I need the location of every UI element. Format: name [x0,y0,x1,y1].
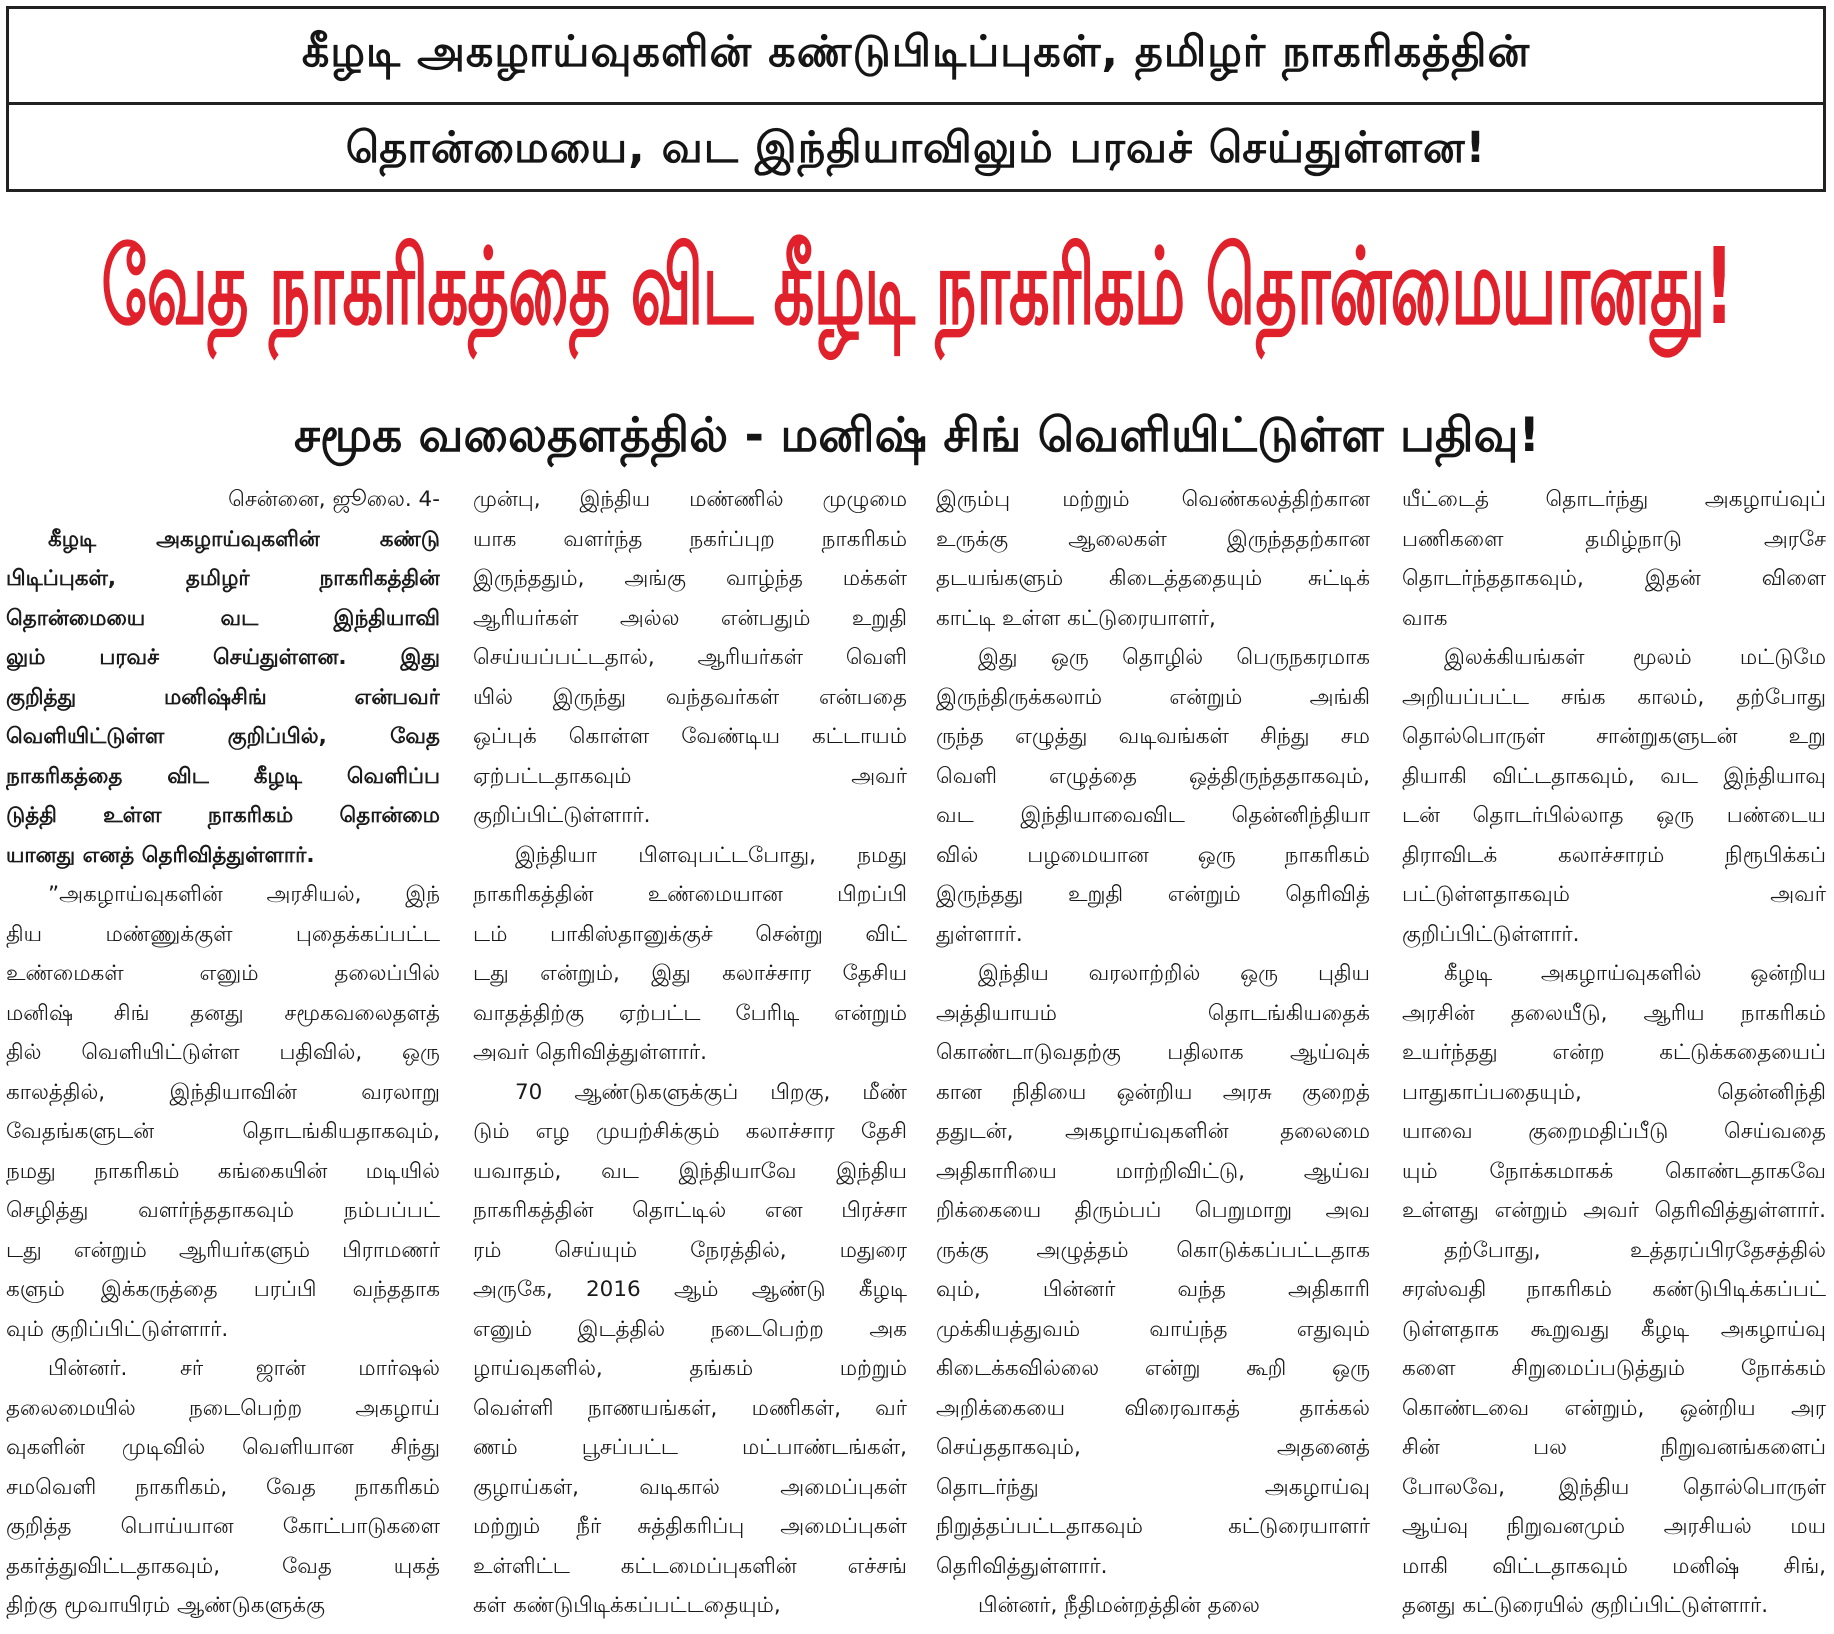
article-line: இலக்கியங்கள் மூலம் மட்டுமே [1444,645,1826,670]
article-line: டது என்றும் ஆரியர்களும் பிராமணர் [6,1237,440,1263]
article-line: கொண்டாடுவதற்கு பதிலாக ஆய்வுக் [936,1040,1370,1065]
article-line: யில் இருந்து வந்தவர்கள் என்பதை [473,684,907,710]
article-line: ஆய்வு நிறுவனமும் அரசியல் மய [1402,1514,1826,1539]
article-line: தியாகி விட்டதாகவும், வட இந்தியாவு [1402,763,1826,789]
article-line: ததுடன், அகழாய்வுகளின் தலைமை [936,1119,1370,1144]
article-line: வில் பழமையான ஒரு நாகரிகம் [936,842,1370,868]
article-line: வுகளின் முடிவில் வெளியான சிந்து [6,1435,440,1460]
article-line: உண்மைகள் எனும் தலைப்பில் [6,961,440,986]
article-line: வேதங்களுடன் தொடங்கியதாகவும், [6,1119,440,1144]
article-line: டுள்ளதாக கூறுவது கீழடி அகழாய்வு [1402,1316,1826,1342]
article-line: தொடர்ந்து அகழாய்வு [936,1474,1370,1500]
article-line: குழாய்கள், வடிகால் அமைப்புகள் [473,1474,907,1500]
article-line: மனிஷ் சிங் தனது சமூகவலைதளத் [6,1000,440,1026]
kicker-line-2: தொன்மையை, வட இந்தியாவிலும் பரவச் செய்துள்ளன! [9,102,1823,195]
kicker-box [6,6,1826,192]
article-line: தலைமையில் நடைபெற்ற அகழாய் [6,1395,440,1421]
article-line: 70 ஆண்டுகளுக்குப் பிறகு, மீண் [515,1079,907,1105]
article-line: முன்பு, இந்திய மண்ணில் முழுமை [473,487,907,512]
article-line: கிடைக்கவில்லை என்று கூறி ஒரு [936,1356,1370,1381]
article-line: இருந்தது உறுதி என்றும் தெரிவித் [936,882,1370,907]
article-line: இருந்திருக்கலாம் என்றும் அங்கி [936,684,1370,710]
article-column-1 [6,480,440,1634]
article-line: அரசின் தலையீடு, ஆரிய நாகரிகம் [1402,1000,1826,1026]
article-line: ”அகழாய்வுகளின் அரசியல், இந் [48,882,440,907]
article-line: யவாதம், வட இந்தியாவே இந்திய [473,1158,907,1184]
article-line: இந்திய வரலாற்றில் ஒரு புதிய [978,961,1370,986]
article-line: செய்ததாகவும், அதனைத் [936,1435,1370,1460]
article-line: யாக வளர்ந்த நகர்ப்புற நாகரிகம் [473,526,907,552]
article-column-3 [936,480,1370,1634]
article-line: தடயங்களும் கிடைத்ததையும் சுட்டிக் [936,566,1370,591]
article-line: வாதத்திற்கு ஏற்பட்ட பேரிடி என்றும் [473,1000,907,1026]
article-line: வும் குறிப்பிட்டுள்ளார். [6,1316,229,1342]
article-line: ணம் பூசப்பட்ட மட்பாண்டங்கள், [473,1435,907,1460]
article-line: மாகி விட்டதாகவும் மனிஷ் சிங், [1402,1553,1826,1579]
article-line: திராவிடக் கலாச்சாரம் நிரூபிக்கப் [1402,842,1826,868]
article-line: குறித்த பொய்யான கோட்பாடுகளை [6,1514,440,1539]
article-line: தொடர்ந்ததாகவும், இதன் விளை [1402,566,1826,591]
article-line: சரஸ்வதி நாகரிகம் கண்டுபிடிக்கப்பட் [1402,1277,1826,1302]
article-line: ருக்கு அழுத்தம் கொடுக்கப்பட்டதாக [936,1237,1370,1263]
article-line: தனது கட்டுரையில் குறிப்பிட்டுள்ளார். [1402,1593,1769,1618]
article-line: ருந்த எழுத்து வடிவங்கள் சிந்து சம [936,724,1370,749]
article-line: போலவே, இந்திய தொல்பொருள் [1402,1474,1826,1500]
article-line: ழாய்வுகளில், தங்கம் மற்றும் [473,1356,907,1381]
article-line: ஏற்பட்டதாகவும் அவர் [473,763,907,789]
article-line: சின் பல நிறுவனங்களைப் [1402,1435,1826,1460]
article-line: அத்தியாயம் தொடங்கியதைக் [936,1000,1370,1026]
article-line: இது ஒரு தொழில் பெருநகரமாக [978,645,1370,670]
article-line: வெளி எழுத்தை ஒத்திருந்ததாகவும், [936,763,1370,789]
article-line: நாகரிகத்தை விட கீழடி வெளிப்ப [6,763,440,789]
article-line: எனும் இடத்தில் நடைபெற்ற அக [473,1316,907,1342]
article-line: அருகே, 2016 ஆம் ஆண்டு கீழடி [473,1277,907,1302]
article-line: காலத்தில், இந்தியாவின் வரலாறு [6,1079,440,1105]
article-line: டது என்றும், இது கலாச்சார தேசிய [473,961,907,986]
article-line: டும் எழ முயற்சிக்கும் கலாச்சார தேசி [473,1119,907,1144]
article-line: உயர்ந்தது என்ற கட்டுக்கதையைப் [1402,1040,1826,1065]
article-line: நாகரிகத்தின் தொட்டில் என பிரச்சா [473,1198,907,1223]
article-line: செழித்து வளர்ந்ததாகவும் நம்பப்பட் [6,1198,440,1223]
article-line: பாதுகாப்பதையும், தென்னிந்தி [1402,1079,1826,1105]
article-line: தொன்மையை வட இந்தியாவி [6,605,440,631]
article-line: தில் வெளியிட்டுள்ள பதிவில், ஒரு [6,1040,440,1065]
article-line: தற்போது, உத்தரப்பிரதேசத்தில் [1444,1237,1826,1263]
article-column-4 [1402,480,1826,1634]
article-columns [6,480,1828,1634]
article-line: கான நிதியை ஒன்றிய அரசு குறைத் [936,1079,1370,1105]
article-line: சென்னை, ஜூலை. 4- [228,487,440,512]
article-line: நாகரிகத்தின் உண்மையான பிறப்பி [473,882,907,907]
article-line: பட்டுள்ளதாகவும் அவர் [1402,882,1826,907]
article-line: துள்ளார். [936,921,1023,947]
article-line: தெரிவித்துள்ளார். [936,1553,1108,1579]
article-line: வாக [1402,605,1448,631]
article-line: பிடிப்புகள், தமிழர் நாகரிகத்தின் [6,566,440,591]
article-line: அறிக்கையை விரைவாகத் தாக்கல் [936,1395,1370,1421]
article-line: குறித்து மனிஷ்சிங் என்பவர் [6,684,440,710]
article-line: இருந்ததும், அங்கு வாழ்ந்த மக்கள் [473,566,907,591]
article-line: வெளியிட்டுள்ள குறிப்பில், வேத [6,724,440,749]
article-line: திய மண்ணுக்குள் புதைக்கப்பட்ட [6,921,440,947]
article-line: உள்ளிட்ட கட்டமைப்புகளின் எச்சங் [473,1553,907,1579]
subheadline: சமூக வலைதளத்தில் - மனிஷ் சிங் வெளியிட்டுள்ள பதிவு! [294,407,1540,463]
article-line: இரும்பு மற்றும் வெண்கலத்திற்கான [936,487,1370,512]
article-line: அவர் தெரிவித்துள்ளார். [473,1040,707,1065]
article-line: அதிகாரியை மாற்றிவிட்டு, ஆய்வ [936,1158,1370,1184]
article-line: நமது நாகரிகம் கங்கையின் மடியில் [6,1158,440,1184]
article-line: ஒப்புக் கொள்ள வேண்டிய கட்டாயம் [473,724,907,749]
article-line: காட்டி உள்ள கட்டுரையாளர், [936,605,1216,631]
article-line: திற்கு மூவாயிரம் ஆண்டுகளுக்கு [6,1593,325,1618]
article-line: லும் பரவச் செய்துள்ளன. இது [6,645,440,670]
article-line: தொல்பொருள் சான்றுகளுடன் உறு [1402,724,1826,749]
article-line: வட இந்தியாவைவிட தென்னிந்தியா [936,803,1370,828]
article-line: மற்றும் நீர் சுத்திகரிப்பு அமைப்புகள் [473,1514,907,1539]
article-column-2 [473,480,907,1634]
main-headline [0,200,1834,390]
article-line: கீழடி அகழாய்வுகளில் ஒன்றிய [1444,961,1826,986]
article-line: கொண்டவை என்றும், ஒன்றிய அர [1402,1395,1826,1421]
article-line: இந்தியா பிளவுபட்டபோது, நமது [515,842,907,868]
article-line: களும் இக்கருத்தை பரப்பி வந்ததாக [6,1277,440,1302]
article-line: குறிப்பிட்டுள்ளார். [473,803,651,828]
article-line: தகர்த்துவிட்டதாகவும், வேத யுகத் [6,1553,440,1579]
article-line: குறிப்பிட்டுள்ளார். [1402,921,1580,947]
article-line: செய்யப்பட்டதால், ஆரியர்கள் வெளி [473,645,907,670]
article-line: யானது எனத் தெரிவித்துள்ளார். [6,842,315,868]
article-line: யாவை குறைமதிப்பீடு செய்வதை [1402,1119,1826,1144]
article-line: களை சிறுமைப்படுத்தும் நோக்கம் [1402,1356,1826,1381]
article-line: பின்னர், நீதிமன்றத்தின் தலை [978,1593,1260,1618]
article-line: வும், பின்னர் வந்த அதிகாரி [936,1277,1370,1302]
article-line: வெள்ளி நாணயங்கள், மணிகள், வர் [473,1395,907,1421]
article-line: பணிகளை தமிழ்நாடு அரசே [1402,526,1826,552]
article-line: ஆரியர்கள் அல்ல என்பதும் உறுதி [473,605,907,631]
article-line: பின்னர். சர் ஜான் மார்ஷல் [48,1356,440,1381]
article-line: கள் கண்டுபிடிக்கப்பட்டதையும், [473,1593,781,1618]
article-line: முக்கியத்துவம் வாய்ந்த எதுவும் [936,1316,1370,1342]
article-line: சமவெளி நாகரிகம், வேத நாகரிகம் [6,1474,440,1500]
article-line: உருக்கு ஆலைகள் இருந்ததற்கான [936,526,1370,552]
article-line: யீட்டைத் தொடர்ந்து அகழாய்வுப் [1402,487,1826,512]
article-line: டுத்தி உள்ள நாகரிகம் தொன்மை [6,803,440,828]
article-line: உள்ளது என்றும் அவர் தெரிவித்துள்ளார். [1402,1198,1826,1223]
article-line: டம் பாகிஸ்தானுக்குச் சென்று விட் [473,921,907,947]
article-line: கீழடி அகழாய்வுகளின் கண்டு [48,526,440,552]
article-line: ரம் செய்யும் நேரத்தில், மதுரை [473,1237,907,1263]
article-line: யும் நோக்கமாகக் கொண்டதாகவே [1402,1158,1826,1184]
article-line: றிக்கையை திரும்பப் பெறுமாறு அவ [936,1198,1370,1223]
article-line: நிறுத்தப்பட்டதாகவும் கட்டுரையாளர் [936,1514,1370,1539]
article-line: அறியப்பட்ட சங்க காலம், தற்போது [1402,684,1826,710]
headline-text: வேத நாகரிகத்தை விட கீழடி நாகரிகம் தொன்மையானது! [101,227,1733,350]
kicker-line-1: கீழடி அகழாய்வுகளின் கண்டுபிடிப்புகள், தமிழர் நாகரிகத்தின் [301,26,1531,77]
article-line: டன் தொடர்பில்லாத ஒரு பண்டைய [1402,803,1826,828]
